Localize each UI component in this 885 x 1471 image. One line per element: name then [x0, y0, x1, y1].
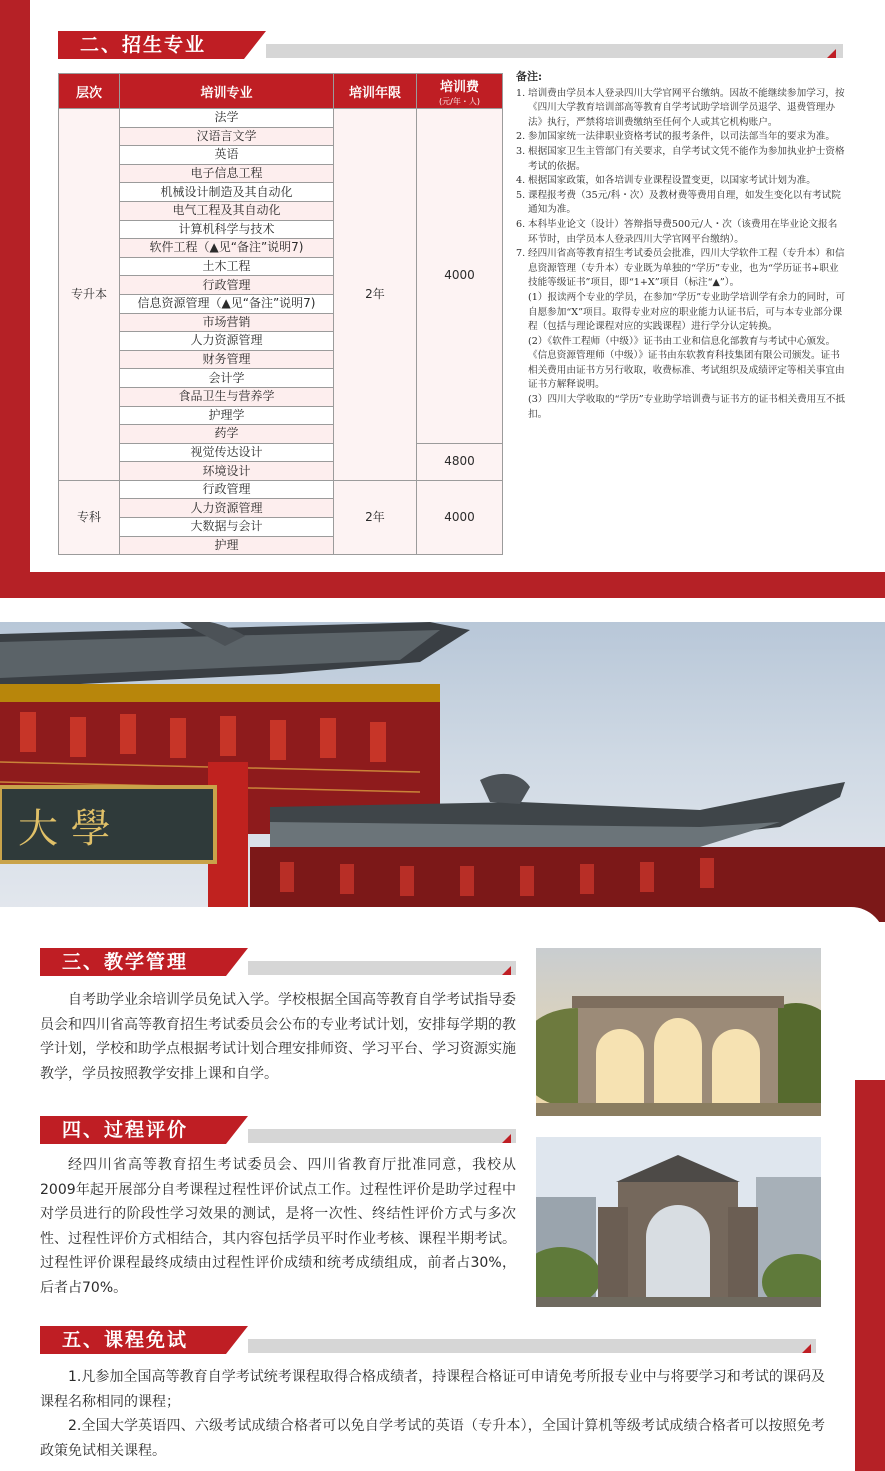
exemption-item: 1.凡参加全国高等教育自学考试统考课程取得合格成绩者，持课程合格证可申请免考所报专业中与将要学习和考试的课码及课程名称相同的课程；	[40, 1369, 825, 1410]
corner-triangle-icon	[802, 1344, 811, 1353]
section-header-rule	[248, 1339, 816, 1353]
gate-plaque-text: 大 學	[18, 806, 111, 852]
note-item	[516, 174, 846, 189]
header-fee-unit: (元/年・人)	[439, 96, 480, 106]
note-text: 参加国家统一法律职业资格考试的报考条件，以司法部当年的要求为准。	[528, 131, 835, 143]
section3-header	[40, 948, 516, 976]
major-cell: 食品卫生与营养学	[120, 387, 334, 406]
major-cell: 信息资源管理（▲见“备注”说明7)	[120, 294, 334, 313]
header-years: 培训年限	[334, 74, 417, 109]
major-cell: 电子信息工程	[120, 164, 334, 183]
note-text: 根据国家政策，如各培训专业课程设置变更，以国家考试计划为准。	[528, 175, 816, 187]
section-header-rule	[248, 1129, 516, 1143]
section-title: 二、招生专业	[80, 34, 207, 56]
note-number: 1.	[516, 87, 526, 99]
note-item	[516, 87, 846, 131]
major-cell: 药学	[120, 425, 334, 444]
major-cell: 汉语言文学	[120, 127, 334, 146]
major-cell: 护理	[120, 536, 334, 555]
table-row	[59, 443, 503, 462]
note-number: 2.	[516, 131, 526, 143]
header-major: 培训专业	[120, 74, 334, 109]
corner-triangle-icon	[502, 1134, 511, 1143]
note-number: 5.	[516, 189, 526, 201]
major-cell: 环境设计	[120, 462, 334, 481]
note-number: 7.	[516, 248, 526, 260]
major-cell: 人力资源管理	[120, 499, 334, 518]
fee-upgrade-main: 4000	[417, 109, 503, 444]
note-subitem: (1）报读两个专业的学员，在参加“学历”专业助学培训学有余力的同时，可自愿参加“X”项目。取得专业对应的职业能力认证书后，可与本专业部分课程（包括与理论课程对应的实践课程）进行学分认定转换。	[528, 291, 846, 333]
section2-header	[58, 31, 843, 59]
table-header-row	[59, 74, 503, 109]
exemption-item: 2.全国大学英语四、六级考试成绩合格者可以免自学考试的英语（专升本），全国计算机等级考试成绩合格者可以按照免考政策免试相关课程。	[40, 1418, 825, 1459]
campus-gate-photo-1	[536, 948, 821, 1116]
header-fee	[417, 74, 503, 109]
section3-text: 自考助学业余培训学员免试入学。学校根据全国高等教育自学考试指导委员会和四川省高等教育招生考试委员会公布的专业考试计划，安排每学期的教学计划，学校和助学点根据考试计划合理安排师资、学习平台、学习资源实施教学，学员按照教学安排上课和自学。	[40, 992, 516, 1082]
note-text: 经四川省高等教育招生考试委员会批准，四川大学软件工程（专升本）和信息资源管理（专升本）专业既为单独的“学历”专业，也为“学历证书+职业技能等级证书”项目，即“1+X”项目（标注“▲”）。	[528, 248, 845, 289]
section4-header	[40, 1116, 516, 1144]
level-college: 专科	[59, 480, 120, 554]
note-subitem: (2）《软件工程师（中级）》证书由工业和信息化部教育与考试中心颁发。《信息资源管理师（中级）》证书由东软教育科技集团有限公司颁发。证书相关费用由证书方另行收取，收费标准、考试组织及成绩评定等相关事宜由证书方解释说明。	[528, 335, 845, 391]
right-red-strip	[855, 1080, 885, 1471]
note-text: 根据国家卫生主管部门有关要求，自学考试文凭不能作为参加执业护士资格考试的依据。	[528, 145, 845, 172]
section5-text	[40, 1365, 825, 1463]
note-item	[516, 189, 846, 218]
major-cell: 英语	[120, 146, 334, 165]
note-item	[516, 145, 846, 174]
major-cell: 会计学	[120, 369, 334, 388]
years-upgrade: 2年	[334, 109, 417, 481]
major-cell: 大数据与会计	[120, 518, 334, 537]
major-cell: 机械设计制造及其自动化	[120, 183, 334, 202]
university-gate-photo	[0, 622, 885, 922]
table-row	[59, 480, 503, 499]
major-cell: 人力资源管理	[120, 332, 334, 351]
fee-upgrade-design: 4800	[417, 443, 503, 480]
note-item	[516, 130, 846, 145]
note-text: 本科毕业论文（设计）答辩指导费500元/人・次（该费用在毕业论文报名环节时，由学员本人登录四川大学官网平台缴纳）。	[528, 218, 838, 245]
major-cell: 软件工程（▲见“备注”说明7)	[120, 239, 334, 258]
section-header-rule	[248, 961, 516, 975]
note-number: 4.	[516, 175, 526, 187]
note-subitem: (3）四川大学收取的“学历”专业助学培训费与证书方的证书相关费用互不抵扣。	[528, 394, 846, 420]
fee-college: 4000	[417, 480, 503, 554]
notes-title: 备注:	[516, 70, 543, 83]
header-fee-label: 培训费	[439, 79, 479, 95]
major-cell: 法学	[120, 109, 334, 128]
section-title: 四、过程评价	[62, 1119, 189, 1141]
section-header-rule	[266, 44, 843, 58]
major-cell: 市场营销	[120, 313, 334, 332]
major-cell: 行政管理	[120, 276, 334, 295]
arch-gate-illustration	[536, 948, 821, 1116]
years-college: 2年	[334, 480, 417, 554]
header-level: 层次	[59, 74, 120, 109]
note-text: 课程报考费（35元/科・次）及教材费等费用自理，如发生变化以有考试院通知为准。	[528, 189, 841, 216]
section5-header	[40, 1326, 816, 1354]
corner-triangle-icon	[827, 49, 836, 58]
section-title: 五、课程免试	[62, 1329, 189, 1351]
corner-triangle-icon	[502, 966, 511, 975]
major-cell: 计算机科学与技术	[120, 220, 334, 239]
major-table	[58, 73, 503, 555]
major-cell: 护理学	[120, 406, 334, 425]
major-cell: 行政管理	[120, 480, 334, 499]
major-cell: 电气工程及其自动化	[120, 201, 334, 220]
major-cell: 土木工程	[120, 257, 334, 276]
section4-text: 经四川省高等教育招生考试委员会、四川省教育厅批准同意，我校从2009年起开展部分自考课程过程性评价试点工作。过程性评价是助学过程中对学员进行的阶段性学习效果的测试，是将一次性、终结性评价方式与多次性、过程性评价方式相结合，其内容包括学员平时作业考核、课程半期考试。过程性评价课程最终成绩由过程性评价成绩和统考成绩组成，前者占30%，后者占70%。	[40, 1157, 516, 1296]
major-cell: 财务管理	[120, 350, 334, 369]
notes-panel	[516, 70, 846, 422]
campus-gate-photo-2	[536, 1137, 821, 1307]
level-upgrade: 专升本	[59, 109, 120, 481]
table-row	[59, 109, 503, 128]
note-text: 培训费由学员本人登录四川大学官网平台缴纳。因故不能继续参加学习，按《四川大学教育培训部高等教育自学考试助学培训学员退学、退费管理办法》执行，严禁将培训费缴纳至任何个人或其它机构账户。	[528, 87, 845, 128]
note-number: 3.	[516, 145, 526, 157]
gate-roof-illustration	[0, 622, 885, 922]
note-item	[516, 247, 846, 291]
section-title: 三、教学管理	[62, 951, 189, 973]
note-item	[516, 218, 846, 247]
major-cell: 视觉传达设计	[120, 443, 334, 462]
old-gate-illustration	[536, 1137, 821, 1307]
note-number: 6.	[516, 218, 526, 230]
